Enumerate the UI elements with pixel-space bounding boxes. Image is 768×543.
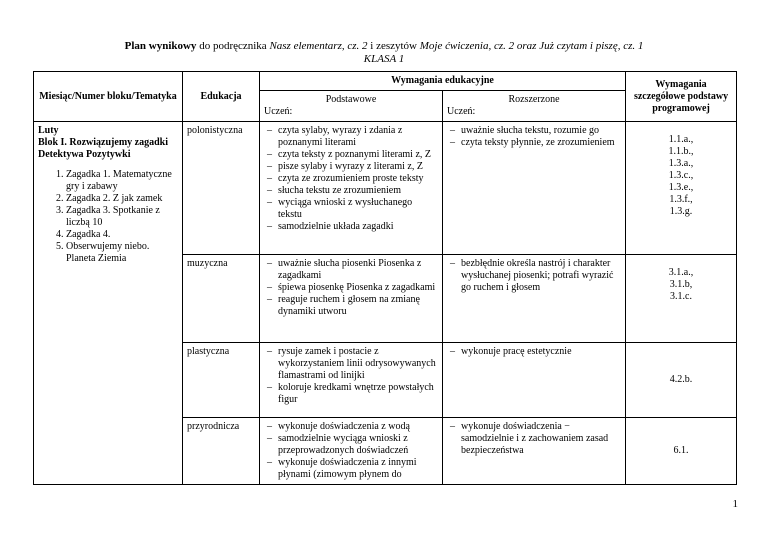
list-item: 3. Zagadka 3. Spotkanie z liczbą 10 (66, 205, 178, 229)
header-edukacja: Edukacja (183, 72, 260, 122)
edu-cell: muzyczna (183, 255, 260, 343)
list-item: – uważnie słucha piosenki Piosenka z zagadkami (264, 258, 438, 282)
list-item: – czyta teksty płynnie, ze zrozumieniem (447, 137, 621, 149)
ext-cell (443, 343, 626, 418)
list-item: – śpiewa piosenkę Piosenka z zagadkami (264, 282, 438, 294)
list-item: – czyta sylaby, wyrazy i zdania z poznanymi literami (264, 125, 438, 149)
list-item: 5. Obserwujemy niebo. Planeta Ziemia (66, 241, 178, 265)
basic-cell (260, 122, 443, 255)
list-item: – wyciąga wnioski z wysłuchanego tekstu (264, 197, 438, 221)
std-code: 1.3.c., (668, 170, 694, 181)
std-cell (626, 122, 737, 255)
list-item: – czyta ze zrozumieniem proste teksty (264, 173, 438, 185)
title-text-1: do podręcznika (196, 40, 270, 52)
list-item: – samodzielnie układa zagadki (264, 221, 438, 233)
std-code: 1.3.e., (668, 182, 694, 193)
list-item: – czyta teksty z poznanymi literami z, Z (264, 149, 438, 161)
header-uczen-ext: Uczeń: (443, 106, 626, 122)
title-workbooks: Moje ćwiczenia, cz. 2 oraz Już czytam i piszę, cz. 1 (419, 40, 644, 52)
ext-cell (443, 255, 626, 343)
std-code: 1.1.b., (668, 146, 694, 157)
list-item: – wykonuje doświadczenia − samodzielnie i z zachowaniem zasad bezpieczeństwa (447, 421, 621, 457)
block-title: Blok I. Rozwiązujemy zagadki Detektywa Pozytywki (38, 137, 168, 160)
list-item: – samodzielnie wyciąga wnioski z przeprowadzonych doświadczeń (264, 433, 438, 457)
list-item: – rysuje zamek i postacie z wykorzystaniem linii odrysowywanych flamastrami od linijki (264, 346, 438, 382)
plan-table (33, 71, 737, 485)
edu-cell: polonistyczna (183, 122, 260, 255)
header-szczegolowe: Wymagania szczegółowe podstawy programowej (626, 72, 737, 122)
ext-cell (443, 418, 626, 485)
edu-cell: przyrodnicza (183, 418, 260, 485)
edu-cell: plastyczna (183, 343, 260, 418)
header-podstawowe: Podstawowe (260, 91, 443, 107)
list-item: 2. Zagadka 2. Z jak zamek (66, 193, 178, 205)
list-item: – pisze sylaby i wyrazy z literami z, Z (264, 161, 438, 173)
std-code: 1.3.g. (669, 206, 693, 217)
ext-cell (443, 122, 626, 255)
basic-cell (260, 343, 443, 418)
title-text-2: i zeszytów (367, 40, 420, 52)
std-code: 4.2.b. (669, 374, 693, 385)
std-cell (626, 255, 737, 343)
std-cell (626, 343, 737, 418)
std-code: 1.1.a., (668, 134, 694, 145)
title-book: Nasz elementarz, cz. 2 (269, 40, 368, 52)
header-uczen-basic: Uczeń: (260, 106, 443, 122)
std-code: 1.3.a., (668, 158, 694, 169)
block-cell (34, 122, 183, 485)
std-code: 3.1.c. (670, 291, 692, 302)
list-item: – bezbłędnie określa nastrój i charakter wysłuchanej piosenki; potrafi wyrazić go ruchem i głosem (447, 258, 621, 294)
basic-cell (260, 418, 443, 485)
page-number: 1 (732, 498, 738, 510)
std-cell (626, 418, 737, 485)
list-item: – koloruje kredkami wnętrze powstałych figur (264, 382, 438, 406)
list-item: – wykonuje doświadczenia z innymi płynami (zimowym płynem do (264, 457, 438, 481)
list-item: 1. Zagadka 1. Matematyczne gry i zabawy (66, 169, 178, 193)
std-code: 3.1.b, (669, 279, 693, 290)
list-item: – reaguje ruchem i głosem na zmianę dynamiki utworu (264, 294, 438, 318)
std-code: 6.1. (673, 445, 689, 456)
list-item: 4. Zagadka 4. (66, 229, 178, 241)
basic-cell (260, 255, 443, 343)
list-item: – uważnie słucha tekstu, rozumie go (447, 125, 621, 137)
title-bold: Plan wynikowy (124, 40, 197, 52)
topic-list (38, 169, 178, 265)
header-month: Miesiąc/Numer bloku/Tematyka (34, 72, 183, 122)
document-title (0, 40, 768, 66)
std-code: 1.3.f., (669, 194, 693, 205)
block-month: Luty (38, 125, 59, 136)
list-item: – wykonuje doświadczenia z wodą (264, 421, 438, 433)
title-klasa: KLASA 1 (363, 53, 405, 65)
list-item: – słucha tekstu ze zrozumieniem (264, 185, 438, 197)
std-code: 3.1.a., (668, 267, 694, 278)
header-wymagania: Wymagania edukacyjne (260, 72, 626, 91)
header-rozszerzone: Rozszerzone (443, 91, 626, 107)
list-item: – wykonuje pracę estetycznie (447, 346, 621, 358)
table-row (34, 122, 737, 255)
